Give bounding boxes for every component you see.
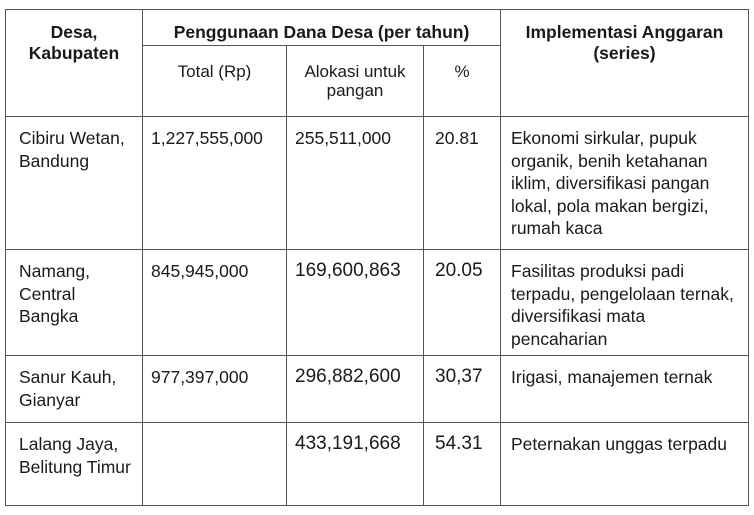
cell-alokasi: 169,600,863 <box>287 250 424 356</box>
cell-desa: Namang, Central Bangka <box>6 250 143 356</box>
table-row <box>6 356 749 423</box>
subheader-total: Total (Rp) <box>143 46 287 117</box>
cell-alokasi: 296,882,600 <box>287 356 424 423</box>
table-row <box>6 423 749 506</box>
header-desa-kabupaten: Desa, Kabupaten <box>6 10 143 117</box>
dana-desa-table <box>5 9 749 506</box>
cell-total: 977,397,000 <box>143 356 287 423</box>
cell-total: 845,945,000 <box>143 250 287 356</box>
cell-total <box>143 423 287 506</box>
header-implementasi: Implementasi Anggaran (series) <box>501 10 749 117</box>
cell-persen: 54.31 <box>424 423 501 506</box>
cell-persen: 20.81 <box>424 117 501 250</box>
table-row <box>6 117 749 250</box>
cell-desa: Cibiru Wetan, Bandung <box>6 117 143 250</box>
cell-implementasi: Ekonomi sirkular, pupuk organik, benih ketahanan iklim, diversifikasi pangan lokal, pola makan bergizi, rumah kaca <box>501 117 749 250</box>
cell-alokasi: 433,191,668 <box>287 423 424 506</box>
cell-implementasi: Fasilitas produksi padi terpadu, pengelolaan ternak, diversifikasi mata pencaharian <box>501 250 749 356</box>
table-row <box>6 250 749 356</box>
cell-implementasi: Irigasi, manajemen ternak <box>501 356 749 423</box>
cell-desa: Lalang Jaya, Belitung Timur <box>6 423 143 506</box>
subheader-persen: % <box>424 46 501 117</box>
cell-alokasi: 255,511,000 <box>287 117 424 250</box>
cell-desa: Sanur Kauh, Gianyar <box>6 356 143 423</box>
subheader-alokasi: Alokasi untuk pangan <box>287 46 424 117</box>
cell-total: 1,227,555,000 <box>143 117 287 250</box>
cell-persen: 30,37 <box>424 356 501 423</box>
header-penggunaan-dana: Penggunaan Dana Desa (per tahun) <box>143 10 501 46</box>
header-row-main <box>6 10 749 46</box>
cell-implementasi: Peternakan unggas terpadu <box>501 423 749 506</box>
cell-persen: 20.05 <box>424 250 501 356</box>
